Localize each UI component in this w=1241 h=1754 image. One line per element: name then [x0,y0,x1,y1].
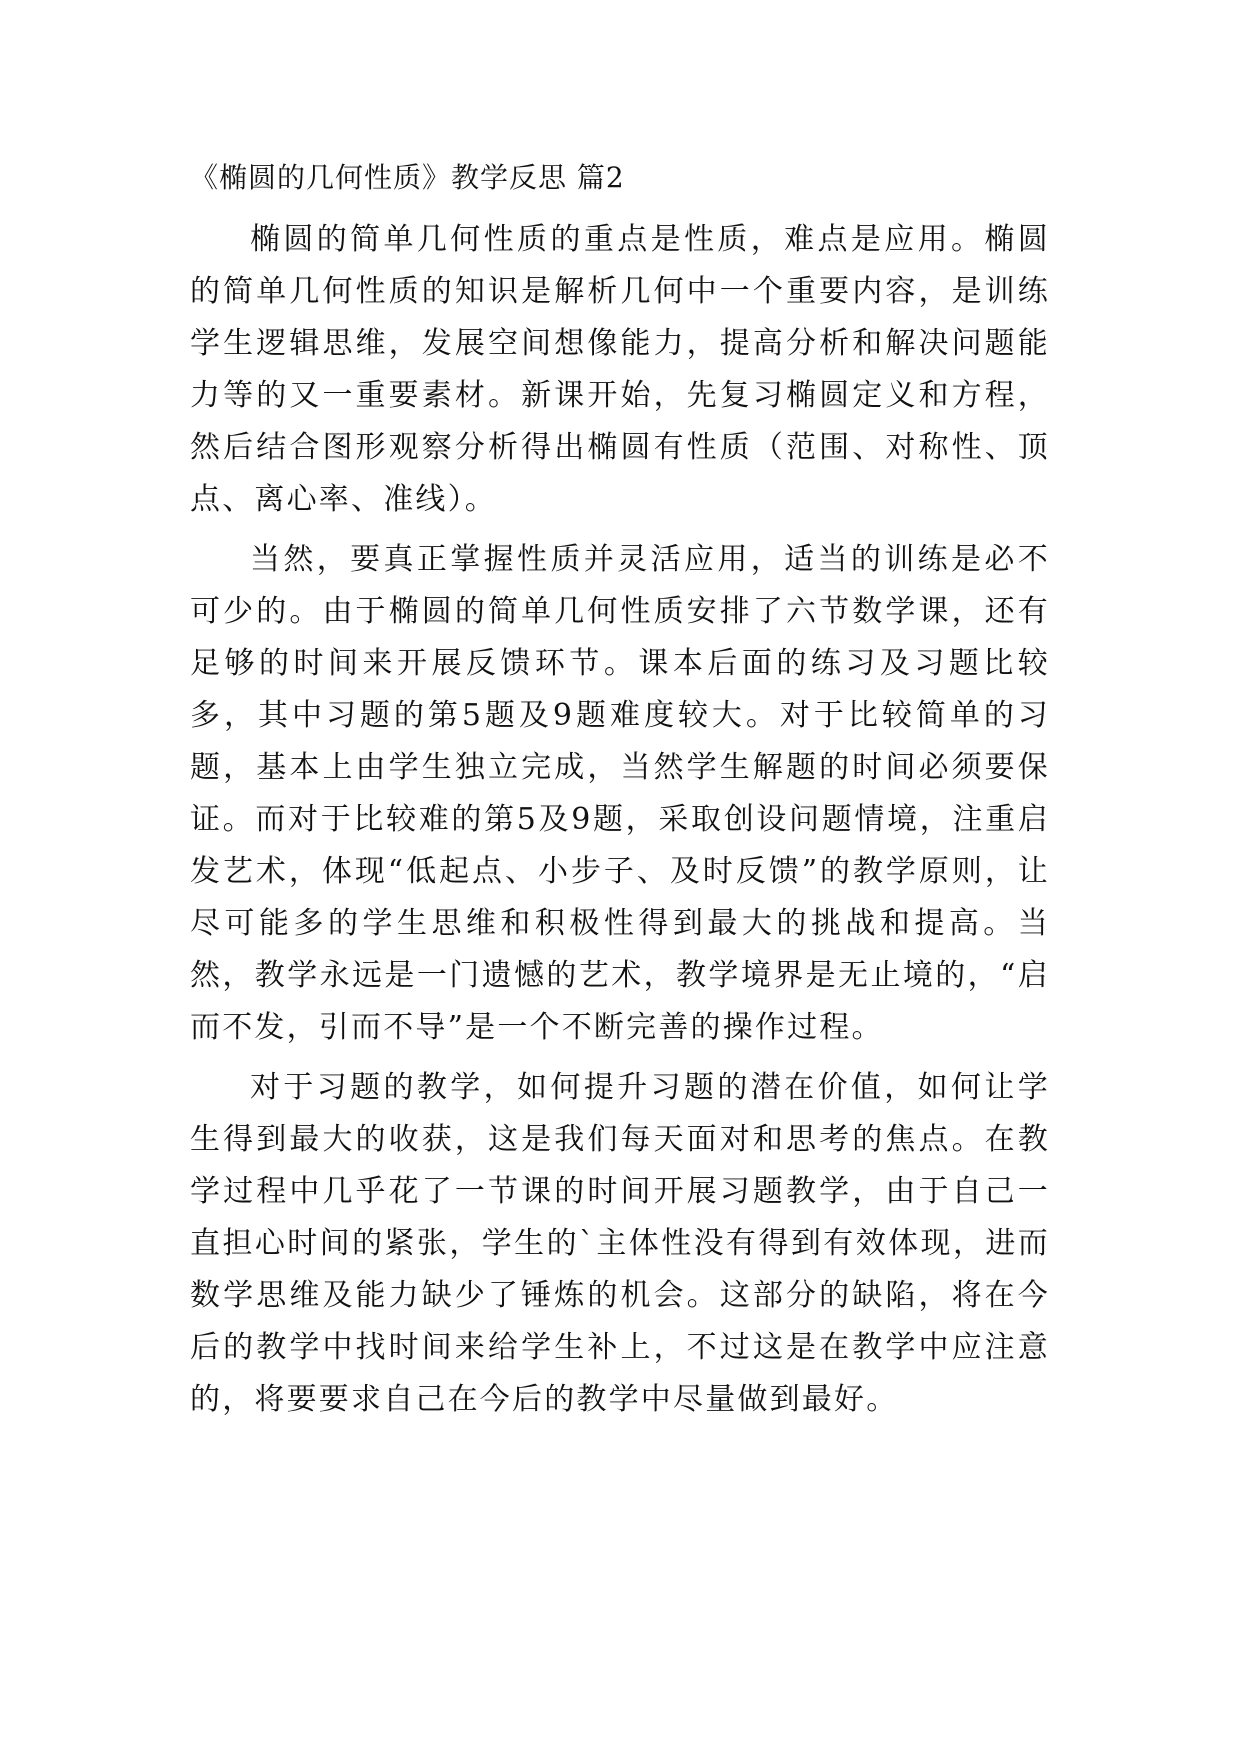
paragraph-2: 当然，要真正掌握性质并灵活应用，适当的训练是必不可少的。由于椭圆的简单几何性质安排了六节数学课，还有足够的时间来开展反馈环节。课本后面的练习及习题比较多，其中习题的第5题及9题难度较大。对于比较简单的习题，基本上由学生独立完成，当然学生解题的时间必须要保证。而对于比较难的第5及9题，采取创设问题情境，注重启发艺术，体现“低起点、小步子、及时反馈”的教学原则，让尽可能多的学生思维和积极性得到最大的挑战和提高。当然，教学永远是一门遗憾的艺术，教学境界是无止境的，“启而不发，引而不导”是一个不断完善的操作过程。 [190,542,1050,1045]
document-body [190,158,1050,1434]
paragraph-1: 椭圆的简单几何性质的重点是性质，难点是应用。椭圆的简单几何性质的知识是解析几何中一个重要内容，是训练学生逻辑思维，发展空间想像能力，提高分析和解决问题能力等的又一重要素材。新课开始，先复习椭圆定义和方程，然后结合图形观察分析得出椭圆有性质（范围、对称性、顶点、离心率、准线）。 [190,222,1050,517]
paragraph-3: 对于习题的教学，如何提升习题的潜在价值，如何让学生得到最大的收获，这是我们每天面对和思考的焦点。在教学过程中几乎花了一节课的时间开展习题教学，由于自己一直担心时间的紧张，学生的`主体性没有得到有效体现，进而数学思维及能力缺少了锤炼的机会。这部分的缺陷，将在今后的教学中找时间来给学生补上，不过这是在教学中应注意的，将要要求自己在今后的教学中尽量做到最好。 [190,1070,1050,1417]
document-title: 《椭圆的几何性质》教学反思 篇2 [190,161,625,194]
